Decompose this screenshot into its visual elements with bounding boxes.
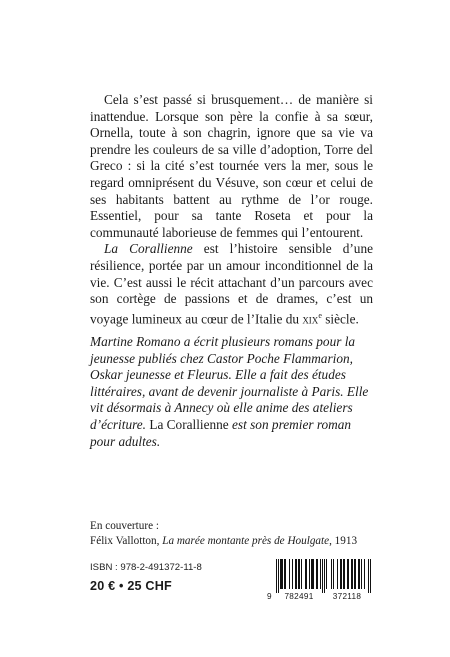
barcode-number: [267, 593, 379, 601]
barcode-bar: [311, 559, 312, 589]
barcode-bar: [348, 559, 349, 589]
barcode-bar: [317, 559, 318, 589]
barcode-bar: [368, 559, 369, 593]
barcode-bar: [331, 559, 332, 589]
barcode-bar: [326, 559, 327, 589]
barcode-bar: [333, 559, 334, 589]
barcode-bar: [289, 559, 290, 589]
cover-artist: Félix Vallotton,: [90, 535, 163, 547]
barcode-bar: [296, 559, 297, 589]
barcode-bar: [340, 559, 341, 589]
barcode-bar: [364, 559, 365, 589]
barcode-bar: [316, 559, 317, 589]
barcode-bar: [322, 559, 323, 593]
price: 20 € • 25 CHF: [90, 579, 172, 593]
barcode-bar: [313, 559, 314, 589]
barcode-bar: [341, 559, 342, 589]
book-meta: [90, 562, 202, 593]
barcode-bar: [292, 559, 293, 589]
barcode-first-digit: 9: [267, 592, 272, 601]
author-bio-book-title: La Corallienne: [146, 416, 233, 432]
blurb-paragraph-2-end: siècle.: [321, 311, 359, 327]
author-bio-end: est son premier roman pour adultes.: [90, 416, 352, 449]
cover-artwork-year: , 1913: [329, 535, 358, 547]
barcode-bar: [361, 559, 362, 589]
blurb-paragraph-2-text: est l’histoire sensible d’une résilience, portée par un amour inconditionnel de la vie. C’est aussi le récit attachant d’un parcours avec son cortège de passions et de drames, c’est un voyage lumineux au cœur de l’Italie du: [90, 241, 373, 327]
barcode-right-group: 372118: [332, 592, 362, 601]
barcode-bar: [324, 559, 325, 593]
barcode-bar: [295, 559, 296, 589]
blurb-paragraph-2: [90, 241, 373, 327]
century-numeral: xix: [302, 311, 319, 327]
author-bio: [90, 334, 373, 450]
barcode-bar: [281, 559, 282, 589]
cover-credits-label: En couverture :: [90, 520, 159, 532]
barcode: [267, 559, 379, 599]
barcode-bar: [280, 559, 281, 589]
cover-credits-line: [90, 534, 380, 549]
barcode-left-group: 782491: [284, 592, 314, 601]
barcode-bar: [301, 559, 302, 589]
barcode-bar: [370, 559, 371, 593]
blurb-book-title: La Corallienne: [104, 241, 193, 257]
barcode-bar: [284, 559, 285, 589]
barcode-bar: [352, 559, 353, 589]
barcode-bar: [309, 559, 310, 589]
barcode-bar: [351, 559, 352, 589]
isbn: ISBN : 978-2-491372-11-8: [90, 562, 202, 573]
cover-credits: [90, 519, 380, 549]
barcode-bar: [278, 559, 279, 593]
barcode-bar: [285, 559, 286, 589]
barcode-bar: [359, 559, 360, 589]
blurb: [90, 92, 373, 328]
barcode-bars: [267, 559, 379, 593]
century-suffix: e: [318, 310, 322, 320]
barcode-bar: [320, 559, 321, 589]
barcode-bar: [282, 559, 283, 589]
barcode-bar: [343, 559, 344, 589]
barcode-bar: [355, 559, 356, 589]
barcode-bar: [354, 559, 355, 589]
author-bio-text: Martine Romano a écrit plusieurs romans pour la jeunesse publiés chez Castor Poche Flammarion, Oskar jeunesse et Fleurus. Elle a fait des études littéraires, avant de devenir journaliste à Paris. Elle vit désormais à Annecy où elle anime des ateliers d’écriture.: [90, 334, 369, 432]
barcode-bar: [305, 559, 306, 589]
barcode-bar: [347, 559, 348, 589]
blurb-paragraph-1: Cela s’est passé si brusquement… de manière si inattendue. Lorsque son père la confie à sa sœur, Ornella, toute à son chagrin, ignore que sa vie va prendre les couleurs de sa ville d’adoption, Torre del Greco : si la cité s’est tournée vers la mer, sous le regard omniprésent du Vésuve, son cœur et celui de ses habitants battent au rythme de l’or rouge. Essentiel, pour sa tante Roseta et pour la communauté laborieuse de femmes qui l’entourent.: [90, 92, 373, 240]
cover-artwork-title: La marée montante près de Houlgate: [162, 535, 330, 547]
barcode-bar: [298, 559, 299, 589]
barcode-bar: [344, 559, 345, 589]
barcode-bar: [276, 559, 277, 593]
barcode-bar: [337, 559, 338, 589]
barcode-bar: [312, 559, 313, 589]
barcode-bar: [306, 559, 307, 589]
barcode-bar: [358, 559, 359, 589]
barcode-bar: [299, 559, 300, 589]
